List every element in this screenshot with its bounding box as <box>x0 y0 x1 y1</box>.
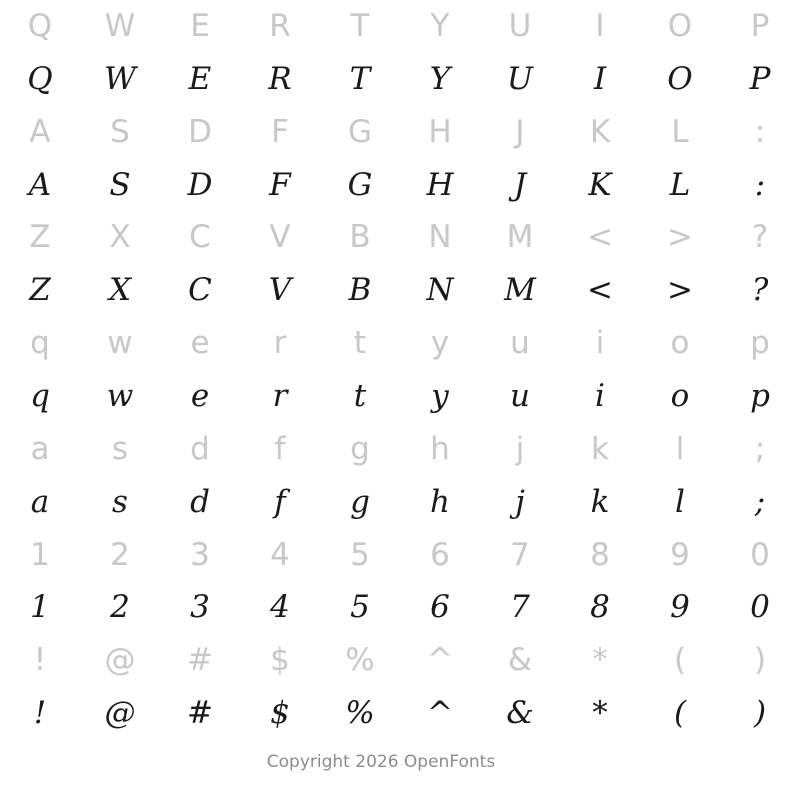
glyph-cell: f <box>274 483 286 520</box>
glyph-cell: y <box>431 377 449 414</box>
glyph-cell: u <box>510 377 530 414</box>
glyph-cell: B <box>349 219 371 256</box>
glyph-cell: w <box>106 377 134 414</box>
glyph-cell: < <box>587 272 613 309</box>
glyph-cell: 5 <box>350 589 370 626</box>
glyph-cell: @ <box>104 642 136 679</box>
glyph-cell: L <box>671 113 689 150</box>
glyph-cell: 9 <box>670 536 690 573</box>
glyph-cell: ? <box>751 272 769 309</box>
glyph-cell: l <box>675 483 685 520</box>
glyph-cell: * <box>592 642 608 679</box>
glyph-cell: Y <box>429 60 451 97</box>
glyph-cell: k <box>591 430 609 467</box>
glyph-cell: $ <box>270 695 290 732</box>
glyph-cell: q <box>30 377 50 414</box>
glyph-cell: C <box>189 219 211 256</box>
glyph-cell: 2 <box>110 536 130 573</box>
glyph-cell: p <box>750 325 770 362</box>
glyph-cell: R <box>269 7 291 44</box>
glyph-cell: T <box>349 60 371 97</box>
glyph-cell: a <box>30 430 50 467</box>
glyph-cell: ; <box>754 430 766 467</box>
glyph-cell: 9 <box>670 589 690 626</box>
glyph-row <box>0 370 800 423</box>
glyph-cell: 1 <box>30 536 50 573</box>
glyph-cell: M <box>506 219 534 256</box>
glyph-row <box>0 529 800 582</box>
glyph-cell: W <box>104 60 136 97</box>
glyph-cell: X <box>108 272 132 309</box>
glyph-cell: r <box>272 377 288 414</box>
glyph-cell: J <box>515 113 525 150</box>
glyph-cell: s <box>111 430 129 467</box>
glyph-cell: 7 <box>510 589 530 626</box>
glyph-cell: % <box>345 695 375 732</box>
glyph-cell: I <box>593 60 607 97</box>
glyph-cell: : <box>754 113 766 150</box>
glyph-cell: d <box>190 430 210 467</box>
glyph-cell: e <box>190 325 210 362</box>
glyph-cell: D <box>188 113 212 150</box>
glyph-cell: q <box>30 325 50 362</box>
glyph-cell: j <box>515 430 525 467</box>
glyph-cell: Z <box>29 272 51 309</box>
glyph-cell: ! <box>33 642 47 679</box>
glyph-cell: d <box>190 483 210 520</box>
glyph-cell: o <box>670 377 690 414</box>
glyph-cell: V <box>269 219 291 256</box>
glyph-cell: P <box>750 7 770 44</box>
glyph-cell: 3 <box>190 536 210 573</box>
glyph-cell: G <box>347 113 373 150</box>
glyph-cell: 8 <box>590 536 610 573</box>
glyph-cell: ! <box>33 695 47 732</box>
glyph-cell: F <box>271 113 289 150</box>
glyph-cell: C <box>188 272 212 309</box>
glyph-row <box>0 0 800 53</box>
glyph-cell: r <box>273 325 287 362</box>
glyph-cell: H <box>426 166 454 203</box>
glyph-row <box>0 634 800 687</box>
glyph-cell: > <box>667 272 693 309</box>
glyph-row <box>0 317 800 370</box>
glyph-cell: @ <box>104 695 136 732</box>
glyph-cell: 7 <box>510 536 530 573</box>
glyph-cell: : <box>754 166 766 203</box>
glyph-cell: B <box>348 272 372 309</box>
glyph-cell: ? <box>751 219 769 256</box>
glyph-cell: t <box>353 325 367 362</box>
glyph-cell: 1 <box>30 589 50 626</box>
glyph-cell: Z <box>29 219 51 256</box>
glyph-cell: j <box>515 483 525 520</box>
glyph-cell: N <box>428 219 452 256</box>
glyph-cell: y <box>430 325 450 362</box>
glyph-cell: J <box>513 166 527 203</box>
copyright-notice: Copyright 2026 OpenFonts <box>266 752 496 772</box>
glyph-row <box>0 53 800 106</box>
glyph-cell: ) <box>753 695 767 732</box>
glyph-cell: G <box>347 166 373 203</box>
glyph-cell: 4 <box>270 589 290 626</box>
glyph-cell: D <box>187 166 213 203</box>
glyph-cell: i <box>595 377 605 414</box>
glyph-cell: > <box>667 219 693 256</box>
glyph-cell: R <box>268 60 292 97</box>
glyph-cell: V <box>268 272 292 309</box>
glyph-cell: Y <box>430 7 450 44</box>
glyph-row <box>0 581 800 634</box>
glyph-cell: ( <box>673 642 687 679</box>
glyph-cell: a <box>30 483 50 520</box>
glyph-cell: h <box>430 483 450 520</box>
glyph-cell: U <box>506 60 534 97</box>
glyph-cell: I <box>595 7 605 44</box>
glyph-cell: g <box>350 430 370 467</box>
glyph-cell: E <box>190 7 210 44</box>
glyph-cell: F <box>269 166 291 203</box>
glyph-cell: t <box>353 377 367 414</box>
glyph-cell: K <box>588 166 612 203</box>
glyph-row <box>0 476 800 529</box>
glyph-cell: S <box>109 166 131 203</box>
glyph-cell: f <box>274 430 286 467</box>
glyph-cell: w <box>107 325 133 362</box>
glyph-cell: e <box>190 377 210 414</box>
glyph-cell: % <box>345 642 375 679</box>
glyph-cell: 0 <box>750 536 770 573</box>
glyph-cell: g <box>350 483 370 520</box>
glyph-cell: K <box>589 113 611 150</box>
glyph-row <box>0 159 800 212</box>
glyph-cell: $ <box>270 642 290 679</box>
glyph-cell: p <box>750 377 770 414</box>
glyph-cell: k <box>590 483 610 520</box>
glyph-cell: S <box>110 113 130 150</box>
glyph-cell: l <box>675 430 685 467</box>
glyph-cell: U <box>508 7 532 44</box>
glyph-cell: * <box>592 695 608 732</box>
glyph-cell: ^ <box>427 642 453 679</box>
glyph-cell: T <box>350 7 370 44</box>
glyph-row <box>0 687 800 740</box>
glyph-row <box>0 211 800 264</box>
glyph-cell: & <box>507 642 533 679</box>
glyph-cell: ( <box>673 695 687 732</box>
glyph-cell: 5 <box>350 536 370 573</box>
glyph-cell: # <box>187 695 213 732</box>
glyph-cell: # <box>187 642 213 679</box>
glyph-cell: 4 <box>270 536 290 573</box>
glyph-cell: H <box>428 113 452 150</box>
glyph-cell: Q <box>27 60 53 97</box>
glyph-cell: X <box>109 219 131 256</box>
glyph-cell: P <box>749 60 771 97</box>
glyph-cell: 0 <box>750 589 770 626</box>
glyph-cell: E <box>188 60 212 97</box>
glyph-cell: O <box>667 7 693 44</box>
glyph-cell: ; <box>754 483 766 520</box>
glyph-cell: A <box>29 113 51 150</box>
glyph-cell: O <box>667 60 693 97</box>
glyph-cell: ) <box>753 642 767 679</box>
glyph-cell: u <box>510 325 530 362</box>
glyph-cell: h <box>430 430 450 467</box>
glyph-cell: i <box>595 325 605 362</box>
glyph-cell: W <box>104 7 136 44</box>
glyph-cell: s <box>112 483 128 520</box>
glyph-cell: 6 <box>430 589 450 626</box>
glyph-cell: A <box>28 166 52 203</box>
glyph-cell: 3 <box>190 589 210 626</box>
glyph-cell: 8 <box>590 589 610 626</box>
glyph-cell: o <box>670 325 690 362</box>
glyph-row <box>0 106 800 159</box>
glyph-cell: ^ <box>427 695 453 732</box>
glyph-cell: M <box>504 272 536 309</box>
glyph-row <box>0 423 800 476</box>
glyph-row <box>0 264 800 317</box>
glyph-cell: < <box>587 219 613 256</box>
glyph-cell: N <box>426 272 454 309</box>
glyph-cell: L <box>669 166 691 203</box>
glyph-cell: Q <box>27 7 53 44</box>
glyph-cell: 2 <box>110 589 130 626</box>
glyph-cell: & <box>506 695 534 732</box>
glyph-cell: 6 <box>430 536 450 573</box>
